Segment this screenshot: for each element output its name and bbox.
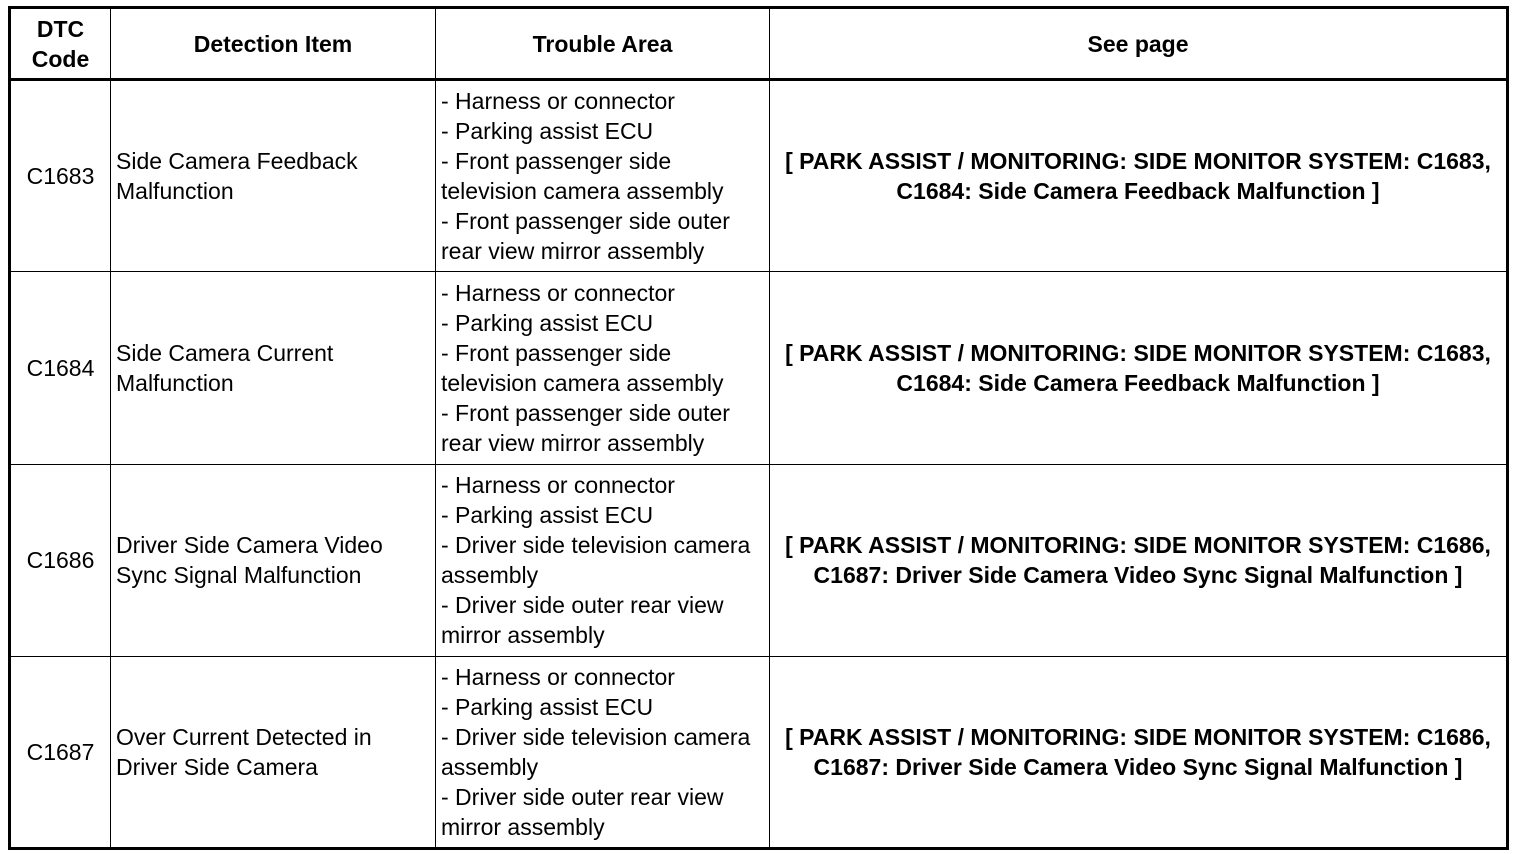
detection-item-cell: Side Camera Current Malfunction — [111, 272, 436, 464]
table-row — [10, 656, 1508, 848]
dtc-code-cell: C1686 — [10, 464, 111, 656]
trouble-area-cell — [436, 464, 770, 656]
dtc-code-cell: C1687 — [10, 656, 111, 848]
header-dtc-code-line1: DTC — [36, 15, 85, 42]
trouble-area-item: - Driver side television camera assembly — [441, 532, 751, 589]
see-page-link[interactable]: [ PARK ASSIST / MONITORING: SIDE MONITOR SYSTEM: C1686, C1687: Driver Side Camera Video Sync Signal Malfunction ] — [770, 464, 1508, 656]
table-row — [10, 80, 1508, 272]
trouble-area-list — [441, 278, 764, 458]
detection-item-cell: Driver Side Camera Video Sync Signal Malfunction — [111, 464, 436, 656]
header-dtc-code — [10, 8, 111, 80]
trouble-area-item: - Driver side television camera assembly — [441, 723, 751, 780]
dtc-code-cell: C1683 — [10, 80, 111, 272]
header-row — [10, 8, 1508, 80]
header-detection-item: Detection Item — [111, 8, 436, 80]
table-header — [10, 8, 1508, 80]
trouble-area-item: - Harness or connector — [441, 279, 675, 306]
dtc-code-cell: C1684 — [10, 272, 111, 464]
trouble-area-list — [441, 86, 764, 266]
trouble-area-item: - Harness or connector — [441, 663, 675, 690]
see-page-link[interactable]: [ PARK ASSIST / MONITORING: SIDE MONITOR SYSTEM: C1683, C1684: Side Camera Feedback Malfunction ] — [770, 272, 1508, 464]
trouble-area-list — [441, 662, 764, 842]
trouble-area-item: - Front passenger side television camera assembly — [441, 148, 724, 205]
trouble-area-item: - Driver side outer rear view mirror assembly — [441, 592, 724, 649]
table-body — [10, 80, 1508, 849]
trouble-area-item: - Harness or connector — [441, 88, 675, 115]
trouble-area-cell — [436, 272, 770, 464]
trouble-area-cell — [436, 80, 770, 272]
trouble-area-item: - Harness or connector — [441, 472, 675, 499]
header-see-page: See page — [770, 8, 1508, 80]
trouble-area-item: - Parking assist ECU — [441, 309, 654, 336]
detection-item-cell: Side Camera Feedback Malfunction — [111, 80, 436, 272]
see-page-link[interactable]: [ PARK ASSIST / MONITORING: SIDE MONITOR SYSTEM: C1686, C1687: Driver Side Camera Video Sync Signal Malfunction ] — [770, 656, 1508, 848]
dtc-table — [8, 6, 1509, 850]
trouble-area-item: - Front passenger side television camera assembly — [441, 339, 724, 396]
trouble-area-item: - Front passenger side outer rear view mirror assembly — [441, 208, 730, 265]
trouble-area-item: - Parking assist ECU — [441, 118, 654, 145]
trouble-area-list — [441, 470, 764, 650]
header-trouble-area: Trouble Area — [436, 8, 770, 80]
table-row — [10, 272, 1508, 464]
header-dtc-code-line2: Code — [31, 45, 90, 72]
trouble-area-cell — [436, 656, 770, 848]
table-row — [10, 464, 1508, 656]
trouble-area-item: - Parking assist ECU — [441, 693, 654, 720]
detection-item-cell: Over Current Detected in Driver Side Camera — [111, 656, 436, 848]
trouble-area-item: - Front passenger side outer rear view mirror assembly — [441, 399, 730, 456]
trouble-area-item: - Parking assist ECU — [441, 502, 654, 529]
see-page-link[interactable]: [ PARK ASSIST / MONITORING: SIDE MONITOR SYSTEM: C1683, C1684: Side Camera Feedback Malfunction ] — [770, 80, 1508, 272]
trouble-area-item: - Driver side outer rear view mirror assembly — [441, 783, 724, 840]
